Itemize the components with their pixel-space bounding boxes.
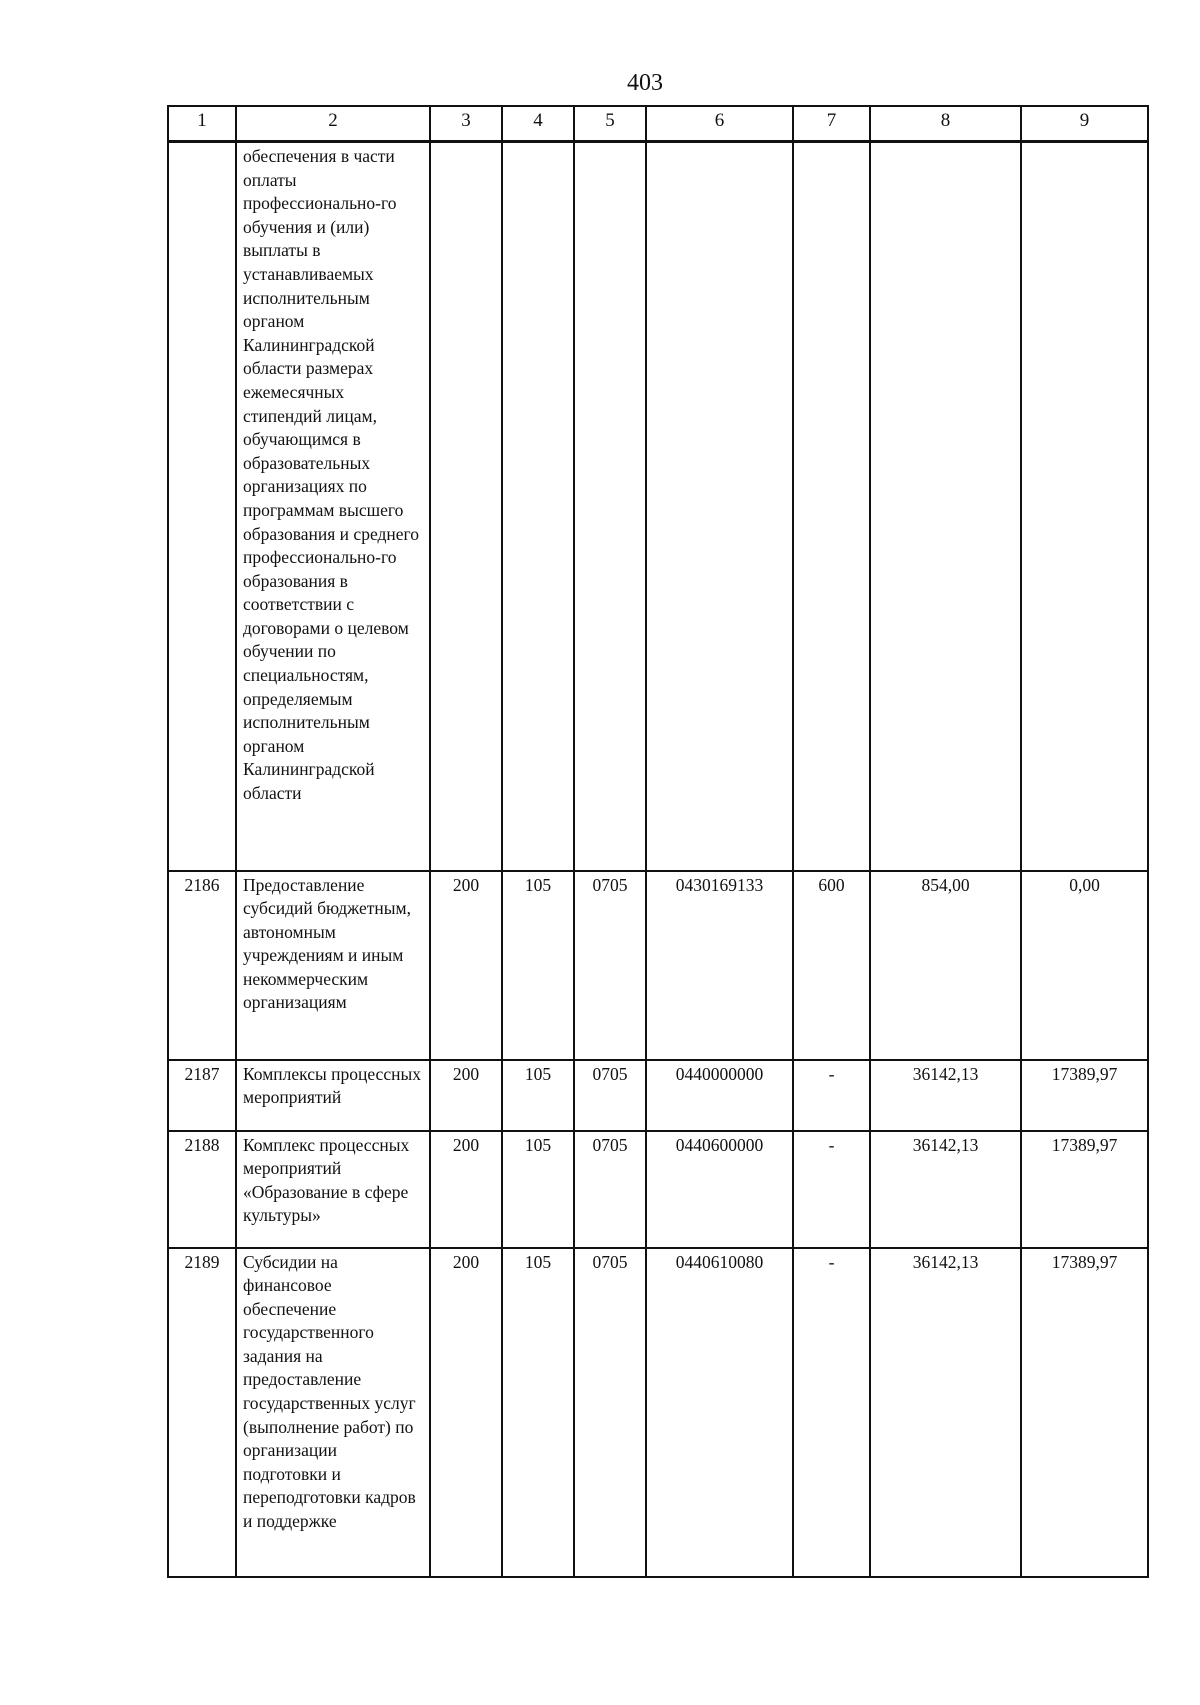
row-name: Комплексы процессных мероприятий — [236, 1060, 430, 1131]
table-row — [168, 1131, 1148, 1248]
column-header: 8 — [870, 106, 1021, 142]
row-number: 2186 — [168, 871, 236, 1060]
table-row — [168, 871, 1148, 1060]
page-number: 403 — [627, 70, 663, 96]
row-number: 2189 — [168, 1248, 236, 1577]
cell-col6: 0440610080 — [646, 1248, 793, 1577]
column-header: 3 — [430, 106, 502, 142]
cell-col9: 17389,97 — [1021, 1060, 1148, 1131]
cell-col4: 105 — [502, 1060, 574, 1131]
cell-col9 — [1021, 142, 1148, 871]
cell-col4 — [502, 142, 574, 871]
cell-col5: 0705 — [574, 871, 646, 1060]
cell-col9: 0,00 — [1021, 871, 1148, 1060]
cell-col9: 17389,97 — [1021, 1131, 1148, 1248]
cell-col3: 200 — [430, 1248, 502, 1577]
cell-col4: 105 — [502, 871, 574, 1060]
cell-col5: 0705 — [574, 1248, 646, 1577]
cell-col7 — [793, 142, 870, 871]
cell-col6 — [646, 142, 793, 871]
cell-col8: 36142,13 — [870, 1060, 1021, 1131]
cell-col3: 200 — [430, 871, 502, 1060]
cell-col8 — [870, 142, 1021, 871]
cell-col7: - — [793, 1248, 870, 1577]
column-header: 7 — [793, 106, 870, 142]
cell-col7: 600 — [793, 871, 870, 1060]
column-header: 5 — [574, 106, 646, 142]
row-name: Предоставление субсидий бюджетным, автономным учреждениям и иным некоммерческим организациям — [236, 871, 430, 1060]
cell-col5: 0705 — [574, 1060, 646, 1131]
cell-col8: 36142,13 — [870, 1131, 1021, 1248]
cell-col6: 0430169133 — [646, 871, 793, 1060]
cell-col8: 36142,13 — [870, 1248, 1021, 1577]
cell-col7: - — [793, 1060, 870, 1131]
column-header: 9 — [1021, 106, 1148, 142]
budget-table — [167, 105, 1149, 1578]
cell-col7: - — [793, 1131, 870, 1248]
cell-col6: 0440600000 — [646, 1131, 793, 1248]
column-header: 1 — [168, 106, 236, 142]
cell-col6: 0440000000 — [646, 1060, 793, 1131]
row-name: Субсидии на финансовое обеспечение государственного задания на предоставление государственных услуг (выполнение работ) по организации подготовки и переподготовки кадров и поддержке — [236, 1248, 430, 1577]
column-header: 4 — [502, 106, 574, 142]
table-header-row — [168, 106, 1148, 142]
cell-col3: 200 — [430, 1060, 502, 1131]
row-number: 2187 — [168, 1060, 236, 1131]
cell-col5 — [574, 142, 646, 871]
cell-col4: 105 — [502, 1131, 574, 1248]
cell-col5: 0705 — [574, 1131, 646, 1248]
table-row — [168, 1060, 1148, 1131]
cell-col3: 200 — [430, 1131, 502, 1248]
cell-col3 — [430, 142, 502, 871]
row-number: 2188 — [168, 1131, 236, 1248]
row-name: обеспечения в части оплаты профессионально-го обучения и (или) выплаты в устанавливаемых исполнительным органом Калининградской области размерах ежемесячных стипендий лицам, обучающимся в образовательных организациях по программам высшего образования и среднего профессионально-го образования в соответствии с договорами о целевом обучении по специальностям, определяемым исполнительным органом Калининградской области — [236, 142, 430, 871]
table-row — [168, 1248, 1148, 1577]
column-header: 2 — [236, 106, 430, 142]
row-number — [168, 142, 236, 871]
column-header: 6 — [646, 106, 793, 142]
table-row — [168, 142, 1148, 871]
cell-col9: 17389,97 — [1021, 1248, 1148, 1577]
cell-col8: 854,00 — [870, 871, 1021, 1060]
row-name: Комплекс процессных мероприятий «Образование в сфере культуры» — [236, 1131, 430, 1248]
cell-col4: 105 — [502, 1248, 574, 1577]
